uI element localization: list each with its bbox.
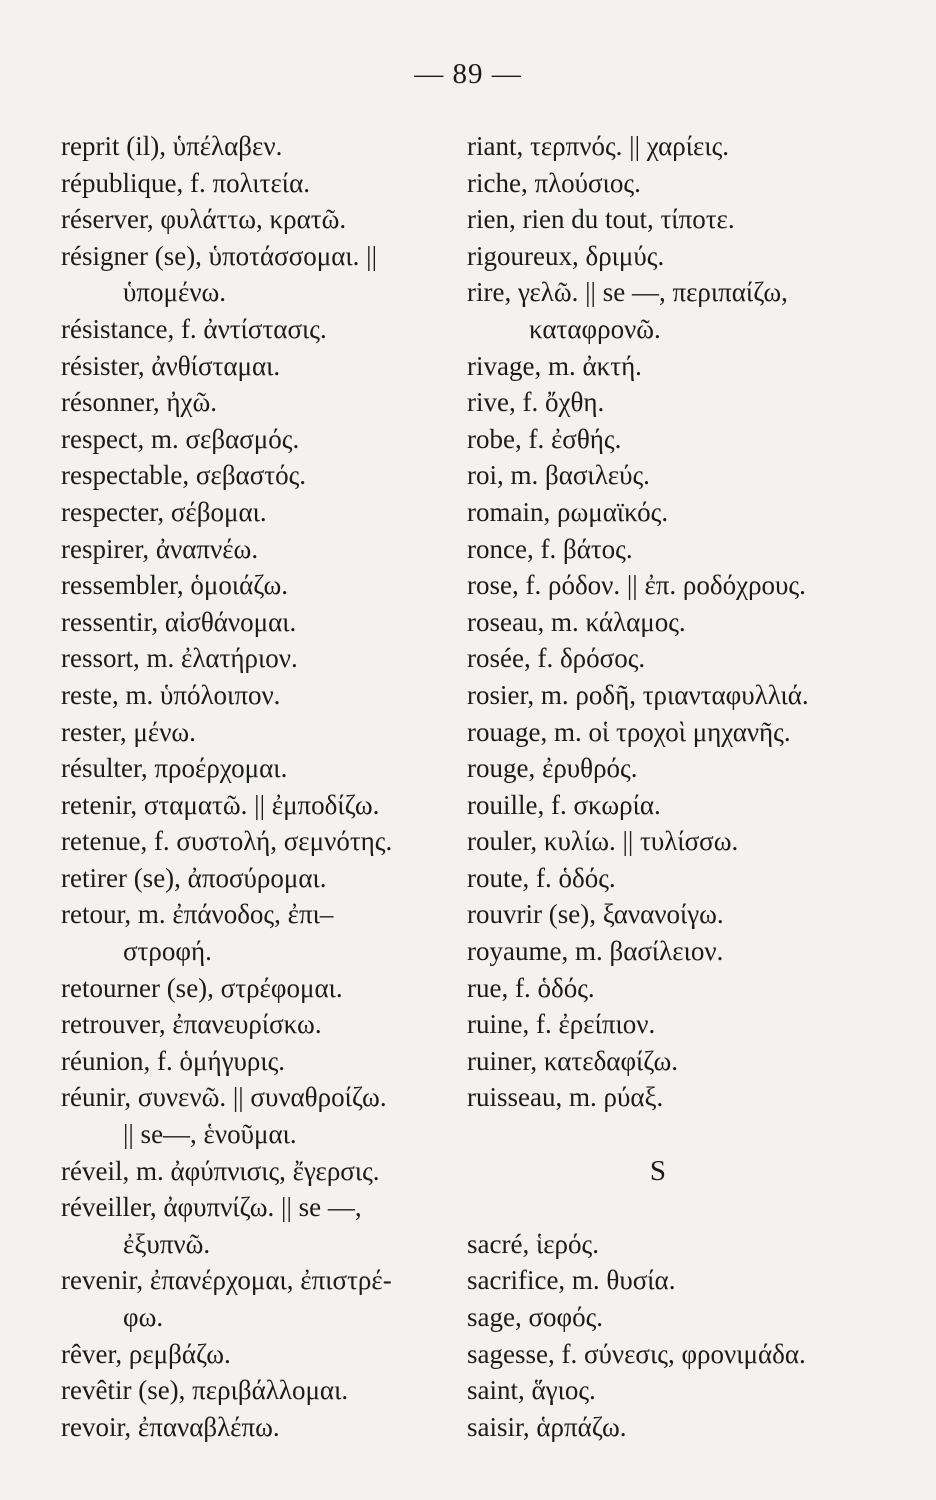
entry: royaume, m. βασίλειον. (467, 936, 724, 967)
entry: rouler, κυλίω. || τυλίσσω. (467, 826, 739, 857)
entry: rosée, f. δρόσος. (467, 643, 646, 674)
entry-continuation: || se—, ἑνοῦμαι. (123, 1119, 297, 1150)
entry: retirer (se), ἀποσύρομαι. (61, 862, 327, 893)
entry: retrouver, ἐπανευρίσκω. (61, 1009, 322, 1040)
entry: revoir, ἐπαναβλέπω. (61, 1411, 280, 1442)
entry: respect, m. σεβασμός. (61, 423, 300, 454)
entry: respectable, σεβαστός. (61, 460, 307, 491)
entry: sacrifice, m. θυσία. (467, 1265, 676, 1296)
entry: saisir, ἁρπάζω. (467, 1411, 627, 1442)
entry: ruisseau, m. ρύαξ. (467, 1082, 664, 1113)
entry: rivage, m. ἀκτή. (467, 350, 642, 381)
entry: résonner, ἠχῶ. (61, 387, 218, 418)
entry: saint, ἅγιος. (467, 1375, 596, 1406)
entry: retenue, f. συστολή, σεμνότης. (61, 826, 393, 857)
entry: ressort, m. ἐλατήριον. (61, 643, 298, 674)
right-column (467, 128, 927, 1445)
entry: rive, f. ὄχθη. (467, 387, 605, 418)
entry: sacré, ἱερός. (467, 1228, 599, 1259)
entry: ressembler, ὁμοιάζω. (61, 570, 288, 601)
entry: ruiner, κατεδαφίζω. (467, 1045, 679, 1076)
entry: république, f. πολιτεία. (61, 167, 310, 198)
entry-continuation: ἐξυπνῶ. (123, 1228, 211, 1259)
entry: réveil, m. ἀφύπνισις, ἔγερσις. (61, 1155, 380, 1186)
entry: revenir, ἐπανέρχομαι, ἐπιστρέ- (61, 1265, 392, 1296)
entry: ressentir, αἰσθάνομαι. (61, 606, 297, 637)
entry: robe, f. ἐσθής. (467, 423, 622, 454)
entry-continuation: στροφή. (123, 936, 212, 967)
entry: rouge, ἐρυθρός. (467, 753, 638, 784)
page-number: — 89 — (414, 58, 522, 90)
entry: rose, f. ρόδον. || ἐπ. ροδόχρους. (467, 570, 806, 601)
entry: ronce, f. βάτος. (467, 533, 633, 564)
entry: retour, m. ἐπάνοδος, ἐπι– (61, 899, 334, 930)
entry: retenir, σταματῶ. || ἐμποδίζω. (61, 789, 380, 820)
entry: résistance, f. ἀντίστασις. (61, 313, 327, 344)
entry: réveiller, ἀφυπνίζω. || se —, (61, 1192, 362, 1223)
entry: réunion, f. ὁμήγυρις. (61, 1045, 286, 1076)
entry: rue, f. ὁδός. (467, 972, 595, 1003)
left-column (61, 128, 461, 1445)
entry: rouvrir (se), ξανανοίγω. (467, 899, 724, 930)
entry: rire, γελῶ. || se —, περιπαίζω, (467, 277, 788, 308)
section-spacer (467, 1189, 927, 1226)
entry: rigoureux, δριμύς. (467, 240, 665, 271)
entry: reprit (il), ὑπέλαβεν. (61, 131, 283, 161)
entry: rester, μένω. (61, 716, 196, 747)
entry: résigner (se), ὑποτάσσομαι. || (61, 240, 377, 271)
entry: réunir, συνενῶ. || συναθροίζω. (61, 1082, 387, 1113)
entry: ruine, f. ἐρείπιον. (467, 1009, 656, 1040)
section-letter-heading: S (649, 1154, 667, 1187)
entry: route, f. ὁδός. (467, 862, 616, 893)
entry: rouage, m. οἱ τροχοὶ μηχανῆς. (467, 716, 791, 747)
entry: résister, ἀνθίσταμαι. (61, 350, 281, 381)
entry: sage, σοφός. (467, 1302, 604, 1332)
entry: romain, ρωμαϊκός. (467, 496, 669, 527)
entry: revêtir (se), περιβάλλομαι. (61, 1375, 349, 1406)
entry: rêver, ρεμβάζω. (61, 1338, 231, 1369)
entry: sagesse, f. σύνεσις, φρονιμάδα. (467, 1338, 806, 1369)
entry: riant, τερπνός. || χαρίεις. (467, 131, 730, 161)
entry: rosier, m. ροδῆ, τριανταφυλλιά. (467, 679, 809, 710)
entry: résulter, προέρχομαι. (61, 753, 288, 784)
section-spacer (467, 1116, 927, 1153)
entry: reste, m. ὑπόλοιπον. (61, 679, 281, 710)
entry: riche, πλούσιος. (467, 167, 641, 198)
entry: respirer, ἀναπνέω. (61, 533, 259, 564)
entry: rouille, f. σκωρία. (467, 789, 661, 820)
entry: retourner (se), στρέφομαι. (61, 972, 343, 1003)
entry-continuation: ὑπομένω. (123, 277, 227, 308)
entry-continuation: καταφρονῶ. (529, 313, 661, 344)
entry: roseau, m. κάλαμος. (467, 606, 686, 637)
entry: roi, m. βασιλεύς. (467, 460, 650, 491)
entry: respecter, σέβομαι. (61, 496, 267, 527)
entry: rien, rien du tout, τίποτε. (467, 204, 735, 235)
entry-continuation: φω. (123, 1302, 164, 1332)
entry: réserver, φυλάττω, κρατῶ. (61, 204, 347, 235)
